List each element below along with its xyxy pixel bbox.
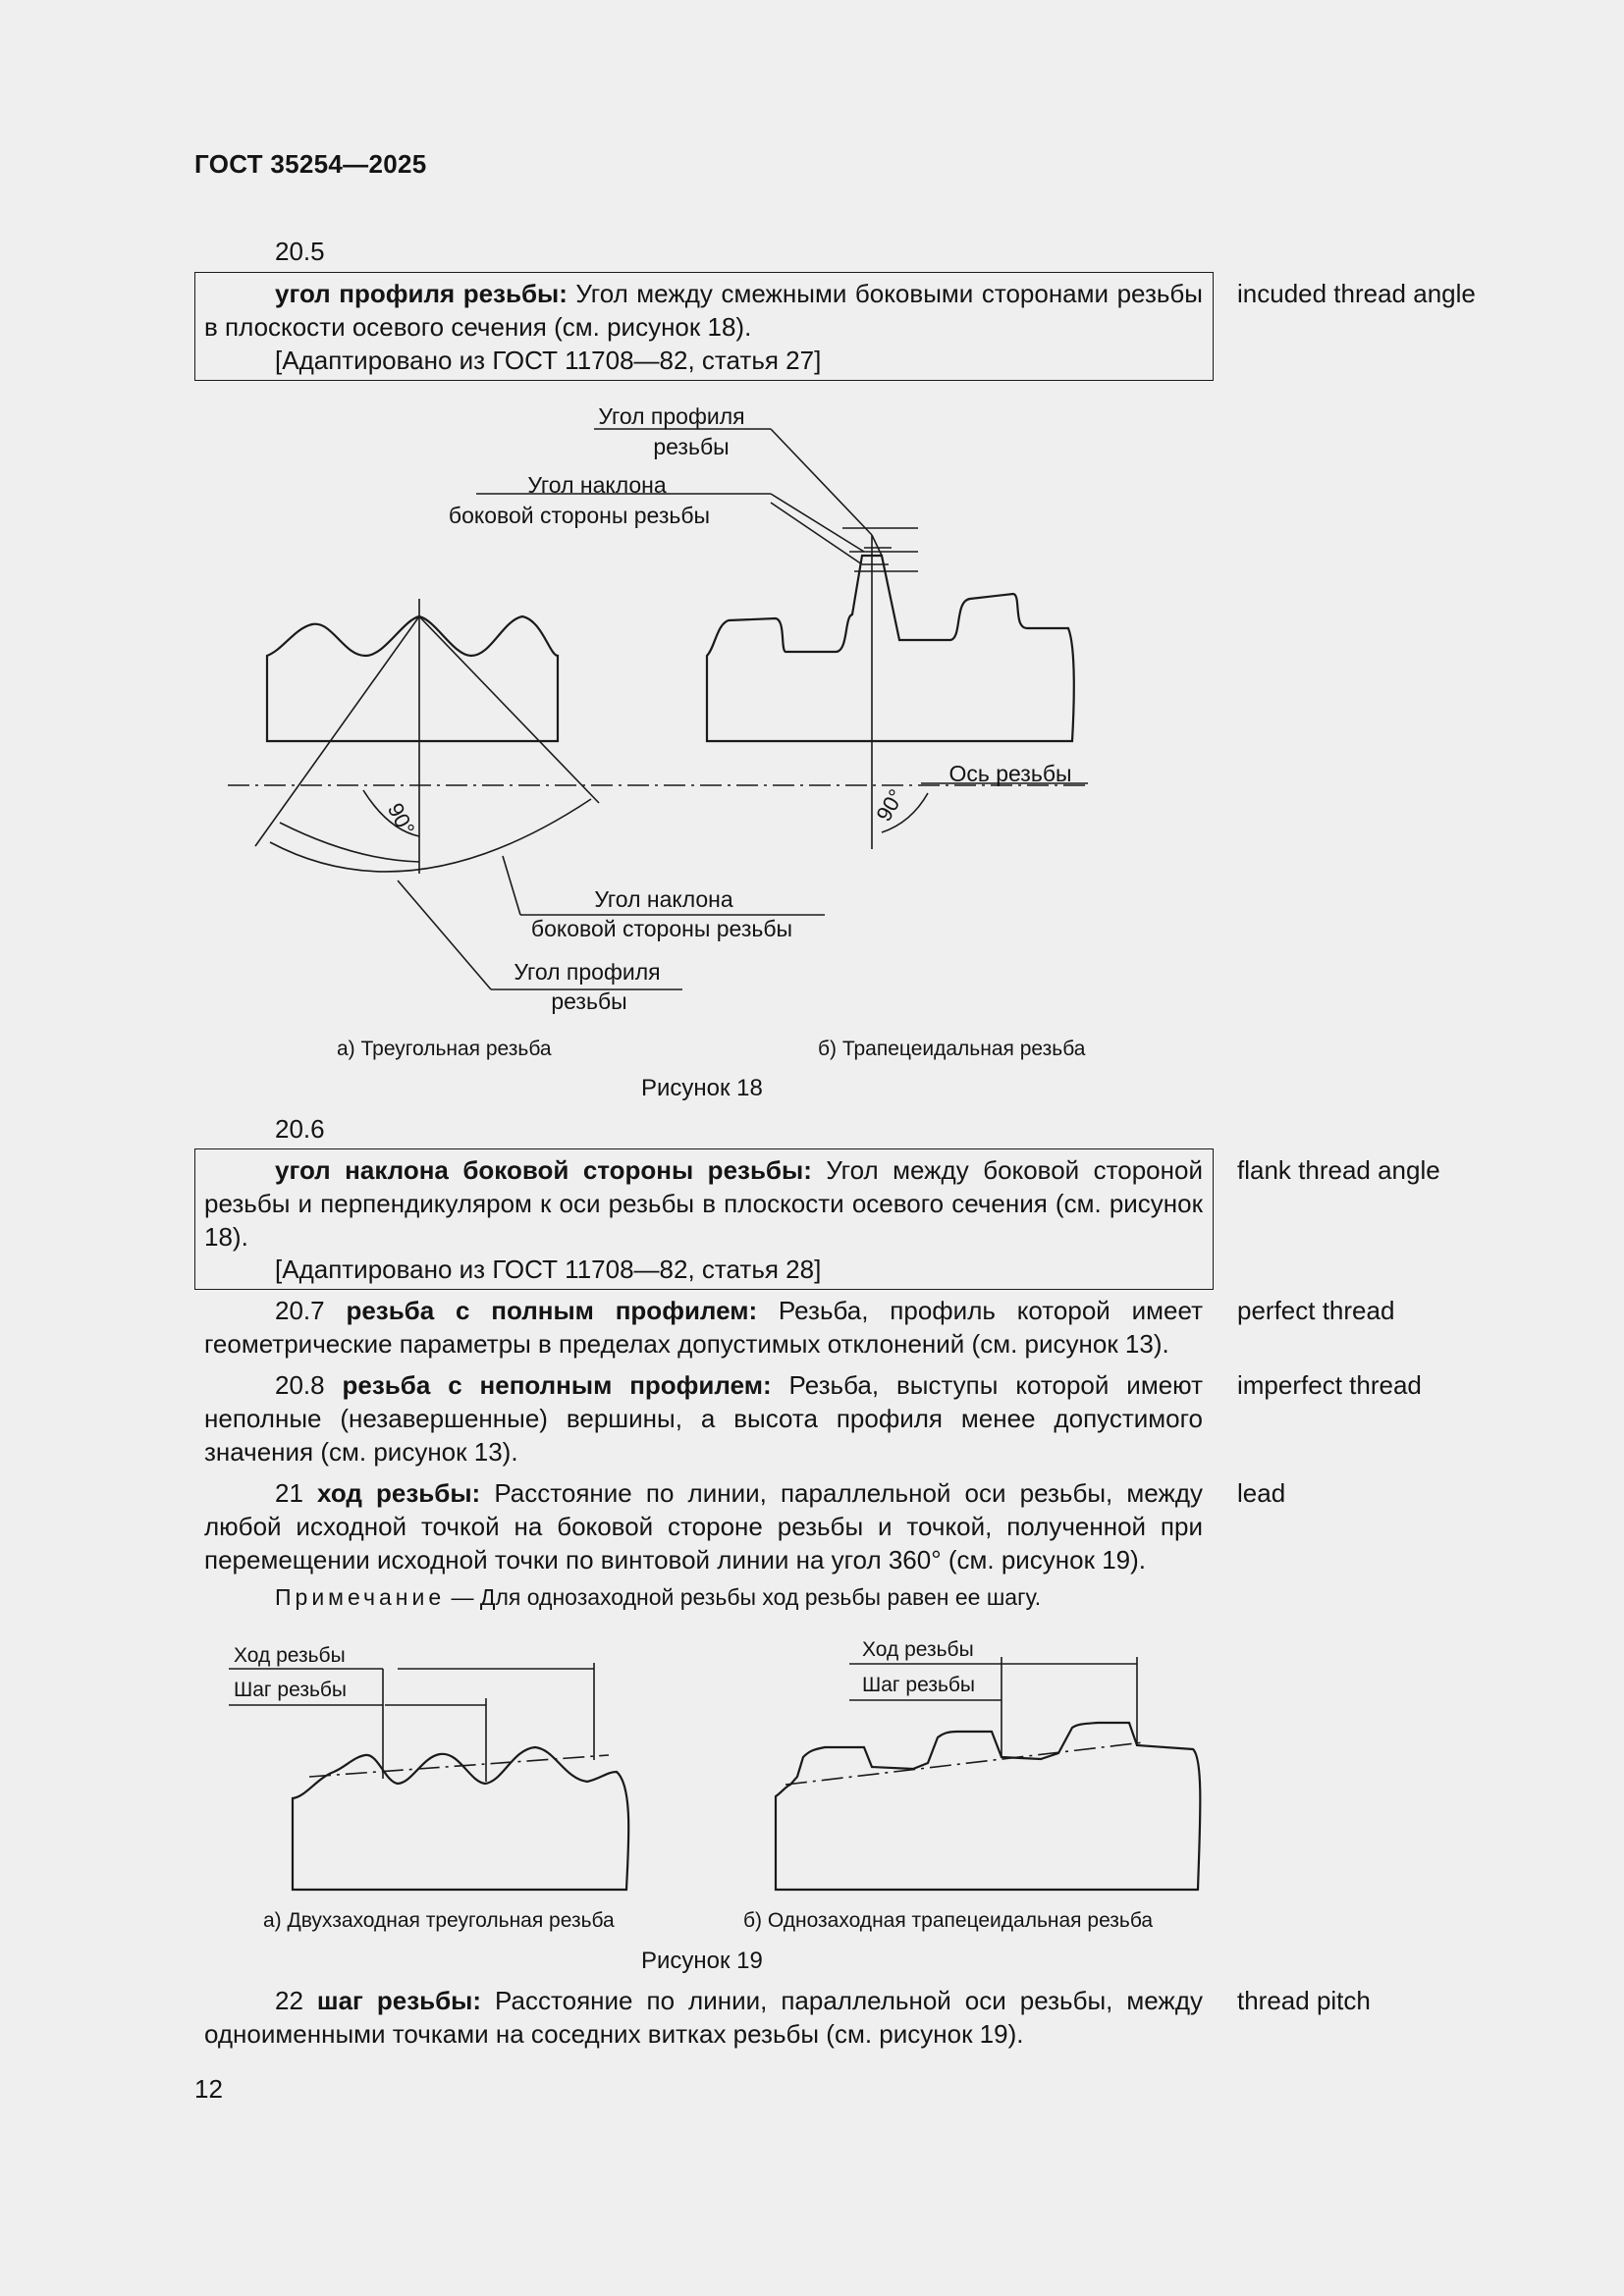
term-definition-20-8 (204, 1368, 1203, 1468)
fig18-title: Рисунок 18 (641, 1075, 763, 1101)
english-term-20-7: perfect thread (1237, 1296, 1395, 1325)
fig19-caption-a: а) Двухзаходная треугольная резьба (263, 1909, 615, 1932)
term-20-7: резьба с полным профилем: (346, 1296, 758, 1325)
fig18-label-flank-bottom-2: боковой стороны резьбы (530, 916, 793, 941)
term-20-5: угол профиля резьбы: (275, 279, 568, 308)
english-term-20-6: flank thread angle (1237, 1155, 1440, 1185)
term-22: шаг резьбы: (316, 1986, 482, 2015)
fig18-caption-b: б) Трапецеидальная резьба (818, 1038, 1086, 1060)
fig19-caption-b: б) Однозаходная трапецеидальная резьба (743, 1909, 1154, 1932)
source-20-6: [Адаптировано из ГОСТ 11708—82, статья 28] (275, 1255, 822, 1284)
term-definition-20-7 (204, 1294, 1203, 1361)
english-term-20-5: incuded thread angle (1237, 279, 1476, 308)
term-20-8: резьба с неполным профилем: (342, 1370, 772, 1400)
term-21: ход резьбы: (317, 1478, 481, 1508)
section-number-20-6: 20.6 (275, 1114, 325, 1144)
definition-21: Расстояние по линии, параллельной оси резьбы, между любой исходной точкой на боковой стороне резьбы и точкой, полученной при перемещении исходной точки по винтовой линии на угол 360° (см. рисунок 19). (204, 1478, 1204, 1575)
section-number-21: 21 (275, 1478, 303, 1508)
section-number-22: 22 (275, 1986, 303, 2015)
section-number-20-5: 20.5 (275, 237, 325, 266)
fig18-label-flank-bottom-1: Угол наклона (594, 886, 733, 912)
source-20-5: [Адаптировано из ГОСТ 11708—82, статья 27] (275, 346, 822, 375)
fig19a-pitch-label: Шаг резьбы (234, 1679, 348, 1701)
fig18-caption-a: а) Треугольная резьба (337, 1038, 552, 1060)
definition-22: Расстояние по линии, параллельной оси резьбы, между одноименными точками на соседних витках резьбы (см. рисунок 19). (204, 1986, 1203, 2049)
fig18-axis-label: Ось резьбы (948, 761, 1072, 786)
section-number-20-7: 20.7 (275, 1296, 325, 1325)
fig18-label-profile-bottom-2: резьбы (551, 988, 627, 1014)
definition-20-8: Резьба, выступы которой имеют неполные (незавершенные) вершины, а высота профиля менее допустимого значения (см. рисунок 13). (204, 1370, 1203, 1467)
note-text: — Для однозаходной резьбы ход резьбы равен ее шагу. (445, 1584, 1042, 1610)
fig18-label-flank-top-2: боковой стороны резьбы (448, 503, 711, 528)
fig19b-lead-label: Ход резьбы (862, 1638, 974, 1661)
term-20-6: угол наклона боковой стороны резьбы: (275, 1155, 812, 1185)
fig18-label-profile-top-2: резьбы (653, 434, 730, 459)
fig18-label-flank-top-1: Угол наклона (527, 472, 667, 498)
english-term-20-8: imperfect thread (1237, 1370, 1422, 1400)
term-definition-21 (204, 1476, 1203, 1576)
fig19b-pitch-label: Шаг резьбы (862, 1674, 976, 1696)
page-number: 12 (194, 2074, 223, 2104)
fig18-label-profile-bottom-1: Угол профиля (514, 959, 661, 985)
english-term-21: lead (1237, 1478, 1286, 1508)
definition-20-7: Резьба, профиль которой имеет геометрические параметры в пределах допустимых отклонений (см. рисунок 13). (204, 1296, 1203, 1359)
note-label: Примечание (275, 1584, 446, 1610)
note (275, 1584, 1041, 1611)
section-number-20-8: 20.8 (275, 1370, 325, 1400)
fig19a-lead-label: Ход резьбы (234, 1644, 346, 1667)
fig18-label-profile-top-1: Угол профиля (598, 403, 745, 429)
definition-20-6: Угол между боковой стороной резьбы и перпендикуляром к оси резьбы в плоскости осевого сечения (см. рисунок 18). (204, 1155, 1203, 1252)
term-definition-22 (204, 1984, 1203, 2051)
term-definition-20-6 (204, 1153, 1203, 1254)
fig18-angle-a: 90° (382, 798, 420, 840)
fig19-title: Рисунок 19 (641, 1948, 763, 1974)
fig19-trapezoidal-thread (776, 1657, 1200, 1890)
fig18-angle-b: 90° (871, 784, 909, 826)
english-term-22: thread pitch (1237, 1986, 1371, 2015)
document-header: ГОСТ 35254—2025 (194, 149, 427, 179)
definition-20-5: Угол между смежными боковыми сторонами резьбы в плоскости осевого сечения (см. рисунок 18). (204, 279, 1203, 342)
